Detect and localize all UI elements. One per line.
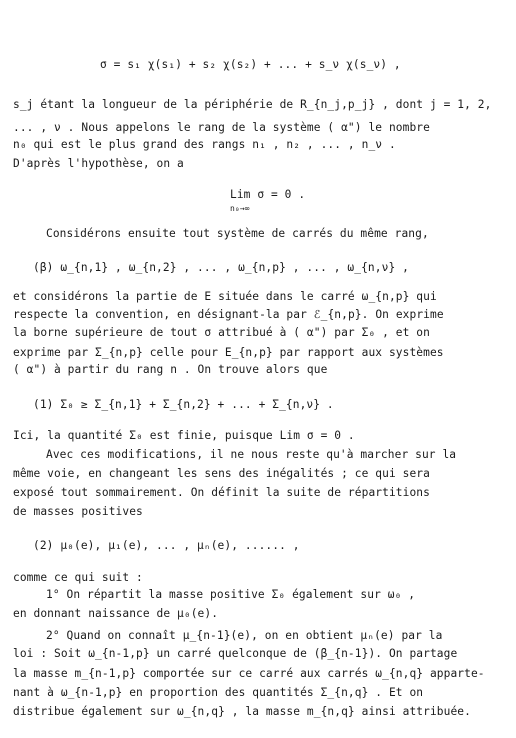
text-line: la masse m_{n-1,p} comportée sur ce carré aux carrés ω_{n,q} apparte- (13, 667, 485, 680)
system-beta: (β) ω_{n,1} , ω_{n,2} , ... , ω_{n,p} , ... , ω_{n,ν} , (33, 261, 409, 274)
text-line: loi : Soit ω_{n-1,p} un carré quelconque de (β_{n-1}). On partage (13, 647, 458, 660)
text-line: ... , ν . Nous appelons le rang de la système ( α") le nombre (13, 121, 430, 134)
text-line: et considérons la partie de E située dans le carré ω_{n,p} qui (13, 290, 437, 303)
text-line: n₀ qui est le plus grand des rangs n₁ , n₂ , ... , n_ν . (13, 138, 396, 151)
text-line: distribue également sur ω_{n,q} , la masse m_{n,q} ainsi attribuée. (13, 705, 471, 718)
text-line: 2° Quand on connaît μ_{n-1}(e), on en obtient μₙ(e) par la (46, 629, 443, 642)
text-line: 1° On répartit la masse positive Σ₀ également sur ω₀ , (46, 588, 416, 601)
equation-1: (1) Σ₀ ≥ Σ_{n,1} + Σ_{n,2} + ... + Σ_{n,ν} . (33, 398, 334, 411)
text-line: D'après l'hypothèse, on a (13, 157, 184, 170)
equation-limit-subscript: n₀→∞ (230, 204, 250, 213)
text-line: même voie, en changeant les sens des inégalités ; ce qui sera (13, 467, 430, 480)
equation-2: (2) μ₀(e), μ₁(e), ... , μₙ(e), ...... , (33, 539, 300, 552)
text-line: de masses positives (13, 505, 143, 518)
text-line: la borne supérieure de tout σ attribué à ( α") par Σ₀ , et on (13, 326, 430, 339)
equation-limit: Lim σ = 0 . (230, 188, 306, 201)
text-line: exprime par Σ_{n,p} celle pour E_{n,p} par rapport aux systèmes (13, 346, 444, 359)
text-line: exposé tout sommairement. On définit la suite de répartitions (13, 486, 430, 499)
text-line: ( α") à partir du rang n . On trouve alors que (13, 363, 328, 376)
text-line: Avec ces modifications, il ne nous reste qu'à marcher sur la (46, 448, 457, 461)
equation-sigma: σ = s₁ χ(s₁) + s₂ χ(s₂) + ... + s_ν χ(s_ν) , (100, 58, 401, 71)
text-line: Ici, la quantité Σ₀ est finie, puisque Lim σ = 0 . (13, 429, 355, 442)
text-line: Considérons ensuite tout système de carrés du même rang, (46, 227, 429, 240)
text-line: nant à ω_{n-1,p} en proportion des quantités Σ_{n,q} . Et on (13, 686, 424, 699)
text-line: en donnant naissance de μ₀(e). (13, 607, 219, 620)
text-line: comme ce qui suit : (13, 571, 143, 584)
text-line: respecte la convention, en désignant-la par ℰ_{n,p}. On exprime (13, 308, 444, 321)
text-line: s_j étant la longueur de la périphérie de R_{n_j,p_j} , dont j = 1, 2, (13, 98, 492, 111)
